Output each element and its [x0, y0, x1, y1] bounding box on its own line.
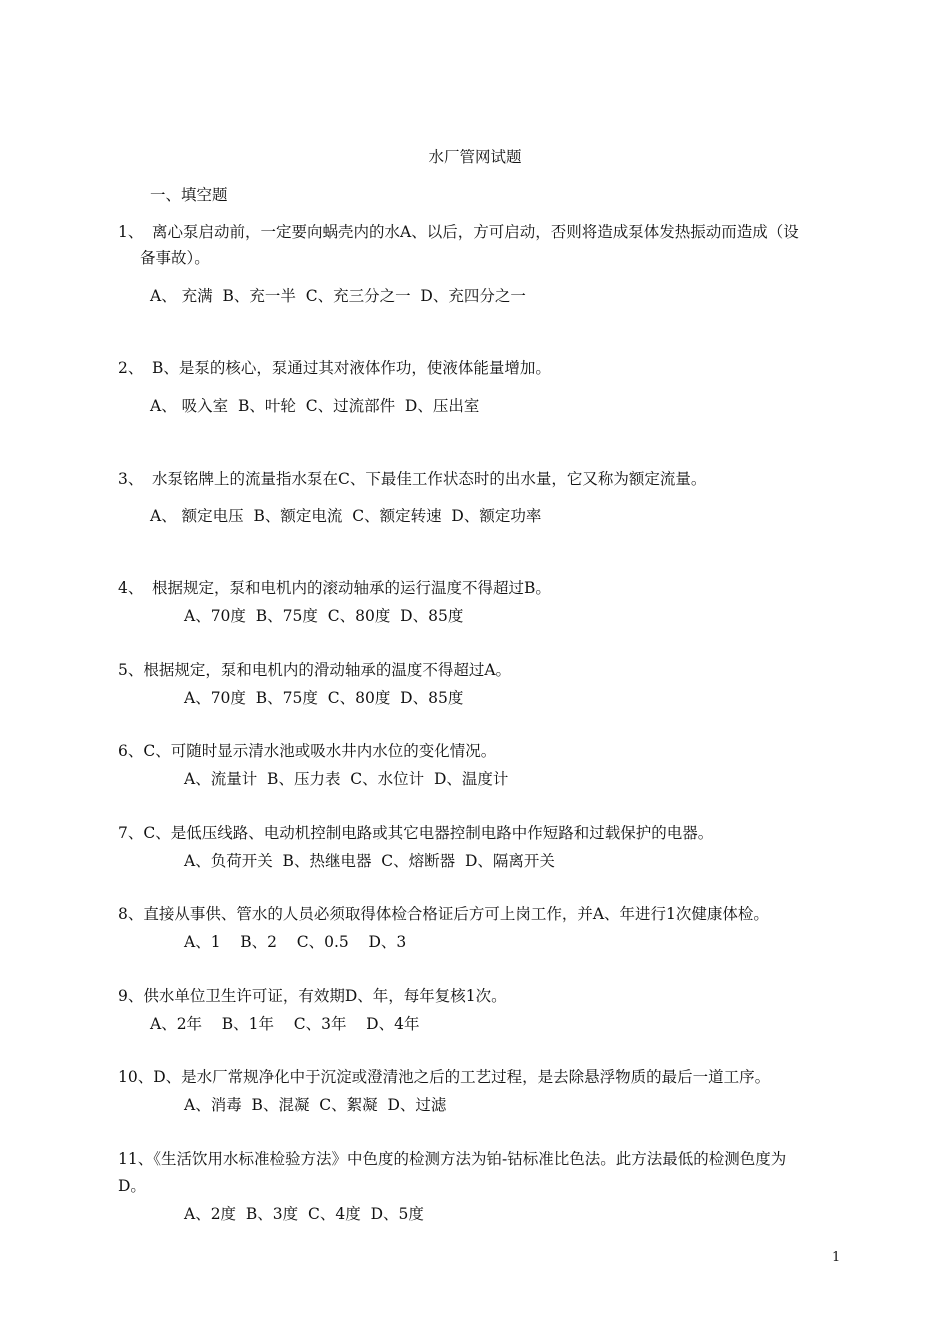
question-stem: B、是泵的核心，泵通过其对液体作功，使液体能量增加。 [152, 359, 551, 377]
question-options: A、 吸入室 B、叶轮 C、过流部件 D、压出室 [150, 397, 480, 415]
question-stem: 水泵铭牌上的流量指水泵在C、下最佳工作状态时的出水量，它又称为额定流量。 [152, 470, 707, 488]
section-heading: 一、填空题 [150, 186, 228, 204]
question-options: A、 额定电压 B、额定电流 C、额定转速 D、额定功率 [150, 507, 542, 525]
question-options: A、负荷开关 B、热继电器 C、熔断器 D、隔离开关 [184, 852, 555, 870]
question-options: A、1 B、2 C、0.5 D、3 [184, 933, 407, 951]
page-title: 水厂管网试题 [428, 148, 522, 166]
question-number: 1、 [118, 223, 144, 241]
question-stem: 11、《生活饮用水标准检验方法》中色度的检测方法为铂-钴标准比色法。此方法最低的检测色度为 [118, 1150, 787, 1168]
question-stem: 6、C、可随时显示清水池或吸水井内水位的变化情况。 [118, 742, 497, 760]
page-number: 1 [832, 1250, 841, 1265]
question-stem: 7、C、是低压线路、电动机控制电路或其它电器控制电路中作短路和过载保护的电器。 [118, 824, 714, 842]
question-options: A、2度 B、3度 C、4度 D、5度 [184, 1205, 424, 1223]
question-options: A、消毒 B、混凝 C、絮凝 D、过滤 [184, 1096, 447, 1114]
question-options: A、流量计 B、压力表 C、水位计 D、温度计 [184, 770, 509, 788]
question-stem-continued: D。 [118, 1177, 146, 1195]
question-stem: 离心泵启动前，一定要向蜗壳内的水A、以后，方可启动，否则将造成泵体发热振动而造成（设 [152, 223, 799, 241]
question-stem: 8、直接从事供、管水的人员必须取得体检合格证后方可上岗工作，并A、年进行1次健康体检。 [118, 905, 769, 923]
question-number: 4、 [118, 579, 144, 597]
question-stem: 根据规定，泵和电机内的滚动轴承的运行温度不得超过B。 [152, 579, 551, 597]
question-stem: 5、根据规定，泵和电机内的滑动轴承的温度不得超过A。 [118, 661, 512, 679]
question-stem-continued: 备事故）。 [140, 249, 210, 267]
question-number: 2、 [118, 359, 144, 377]
question-options: A、70度 B、75度 C、80度 D、85度 [184, 689, 464, 707]
question-stem: 9、供水单位卫生许可证，有效期D、年，每年复核1次。 [118, 987, 507, 1005]
question-options: A、70度 B、75度 C、80度 D、85度 [184, 607, 464, 625]
question-options: A、2年 B、1年 C、3年 D、4年 [150, 1015, 420, 1033]
question-stem: 10、D、是水厂常规净化中于沉淀或澄清池之后的工艺过程，是去除悬浮物质的最后一道工序。 [118, 1068, 771, 1086]
question-number: 3、 [118, 470, 144, 488]
question-options: A、 充满 B、充一半 C、充三分之一 D、充四分之一 [150, 287, 526, 305]
